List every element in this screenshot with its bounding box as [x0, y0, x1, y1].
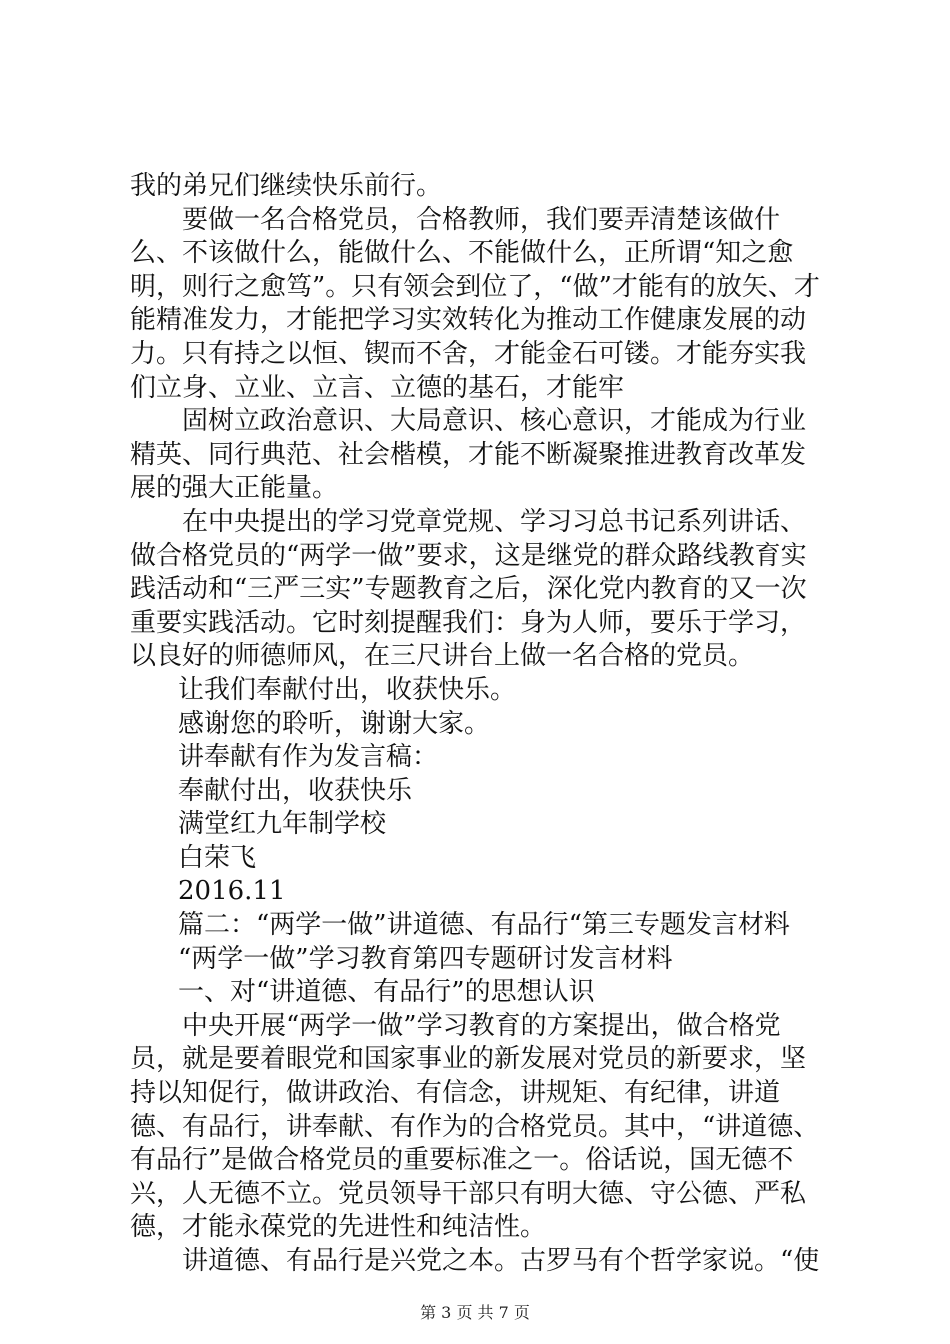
section-subheading: “两学一做”学习教育第四专题研讨发言材料: [178, 943, 673, 974]
paragraph-short: 让我们奉献付出，收获快乐。: [178, 674, 517, 705]
speech-heading: 讲奉献有作为发言稿：: [178, 742, 439, 773]
author-name: 白荣飞: [178, 842, 257, 873]
section-point-heading: 一、对“讲道德、有品行”的思想认识: [178, 977, 595, 1008]
school-name: 满堂红九年制学校: [178, 809, 387, 840]
document-body: [130, 170, 830, 1279]
paragraph: 在中央提出的学习党章党规、学习习总书记系列讲话、做合格党员的“两学一做”要求，这是继党的群众路线教育实践活动和“三严三实”专题教育之后，深化党内教育的又一次重要实践活动。它时刻提醒我们：身为人师，要乐于学习，以良好的师德师风，在三尺讲台上做一名合格的党员。: [130, 506, 807, 672]
page-number-footer: 第 3 页 共 7 页: [420, 1303, 530, 1322]
paragraph: 讲道德、有品行是兴党之本。古罗马有个哲学家说。“使: [182, 1246, 820, 1276]
section-heading: 篇二：“两学一做”讲道德、有品行“第三专题发言材料: [178, 910, 790, 941]
date: 2016.11: [178, 876, 286, 907]
paragraph-short: 感谢您的聆听，谢谢大家。: [178, 708, 491, 739]
paragraph: 中央开展“两学一做”学习教育的方案提出，做合格党员，就是要着眼党和国家事业的新发展对党员的新要求，坚持以知促行，做讲政治、有信念，讲规矩、有纪律，讲道德、有品行，讲奉献、有作为的合格党员。其中，“讲道德、有品行”是做合格党员的重要标准之一。俗话说，国无德不兴，人无德不立。党员领导干部只有明大德、守公德、严私德，才能永葆党的先进性和纯洁性。: [130, 1010, 820, 1243]
speech-title: 奉献付出，收获快乐: [178, 775, 413, 806]
paragraph: 要做一名合格党员，合格教师，我们要弄清楚该做什么、不该做什么，能做什么、不能做什么，正所谓“知之愈明，则行之愈笃”。只有领会到位了，“做”才能有的放矢、才能精准发力，才能把学习实效转化为推动工作健康发展的动力。只有持之以恒、锲而不舍，才能金石可镂。才能夯实我们立身、立业、立言、立德的基石，才能牢: [130, 204, 820, 403]
paragraph: 固树立政治意识、大局意识、核心意识，才能成为行业精英、同行典范、社会楷模，才能不断凝聚推进教育改革发展的强大正能量。: [130, 406, 807, 504]
paragraph-continuation: 我的弟兄们继续快乐前行。: [130, 171, 443, 201]
